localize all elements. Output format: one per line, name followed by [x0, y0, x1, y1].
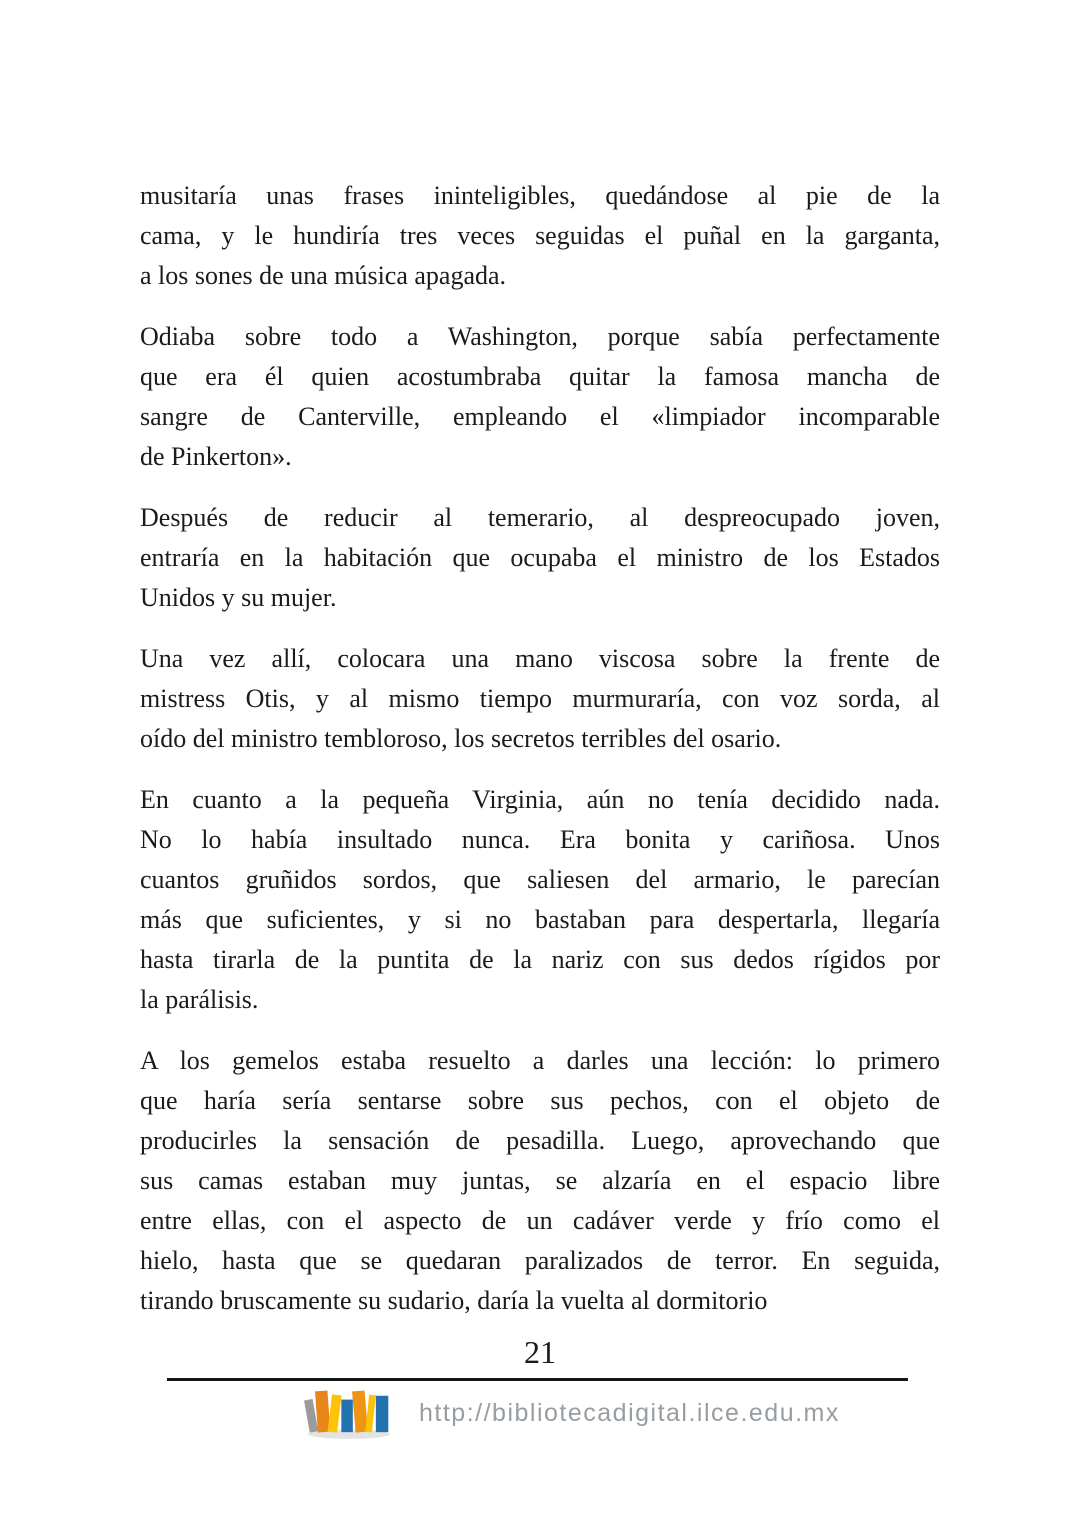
paragraph	[140, 498, 940, 618]
text-line: sangre de Canterville, empleando el «limpiador incomparable	[140, 402, 940, 431]
book-spine	[365, 1395, 376, 1433]
footer-url-link[interactable]: http://bibliotecadigital.ilce.edu.mx	[419, 1399, 840, 1427]
text-line: cama, y le hundiría tres veces seguidas el puñal en la garganta,	[140, 221, 940, 250]
text-line: hielo, hasta que se quedaran paralizados de terror. En seguida,	[140, 1246, 940, 1275]
book-spine	[352, 1390, 368, 1432]
text-line: más que suficientes, y si no bastaban para despertarla, llegaría	[140, 905, 940, 934]
text-line: Odiaba sobre todo a Washington, porque sabía perfectamente	[140, 322, 940, 351]
page-text	[140, 176, 940, 1342]
text-line: cuantos gruñidos sordos, que saliesen del armario, le parecían	[140, 865, 940, 894]
text-line: de Pinkerton».	[140, 442, 292, 471]
footer-rule	[167, 1378, 908, 1381]
text-line: Después de reducir al temerario, al despreocupado joven,	[140, 503, 940, 532]
books-logo-icon	[303, 1386, 395, 1440]
book-spine	[341, 1400, 353, 1433]
text-line: Unidos y su mujer.	[140, 583, 337, 612]
text-line: entre ellas, con el aspecto de un cadáver verde y frío como el	[140, 1206, 940, 1235]
paragraph	[140, 1041, 940, 1321]
paragraph	[140, 780, 940, 1020]
text-line: mistress Otis, y al mismo tiempo murmuraría, con voz sorda, al	[140, 684, 940, 713]
paragraph	[140, 317, 940, 477]
text-line: sus camas estaban muy juntas, se alzaría en el espacio libre	[140, 1166, 940, 1195]
paragraph	[140, 176, 940, 296]
footer-brand	[303, 1386, 840, 1440]
paragraph	[140, 639, 940, 759]
text-line: A los gemelos estaba resuelto a darles una lección: lo primero	[140, 1046, 940, 1075]
book-spine	[376, 1396, 388, 1432]
text-line: la parálisis.	[140, 985, 259, 1014]
text-line: Una vez allí, colocara una mano viscosa sobre la frente de	[140, 644, 940, 673]
text-line: entraría en la habitación que ocupaba el ministro de los Estados	[140, 543, 940, 572]
text-line: a los sones de una música apagada.	[140, 261, 507, 290]
text-line: En cuanto a la pequeña Virginia, aún no tenía decidido nada.	[140, 785, 940, 814]
text-line: oído del ministro tembloroso, los secretos terribles del osario.	[140, 724, 782, 753]
text-line: producirles la sensación de pesadilla. Luego, aprovechando que	[140, 1126, 940, 1155]
text-line: que haría sería sentarse sobre sus pechos, con el objeto de	[140, 1086, 940, 1115]
text-line: No lo había insultado nunca. Era bonita y cariñosa. Unos	[140, 825, 940, 854]
text-line: que era él quien acostumbraba quitar la famosa mancha de	[140, 362, 940, 391]
text-line: musitaría unas frases ininteligibles, quedándose al pie de la	[140, 181, 940, 210]
book-spine	[328, 1394, 342, 1432]
text-line: hasta tirarla de la puntita de la nariz con sus dedos rígidos por	[140, 945, 940, 974]
page-number: 21	[524, 1334, 556, 1370]
text-line: tirando bruscamente su sudario, daría la vuelta al dormitorio	[140, 1286, 768, 1315]
